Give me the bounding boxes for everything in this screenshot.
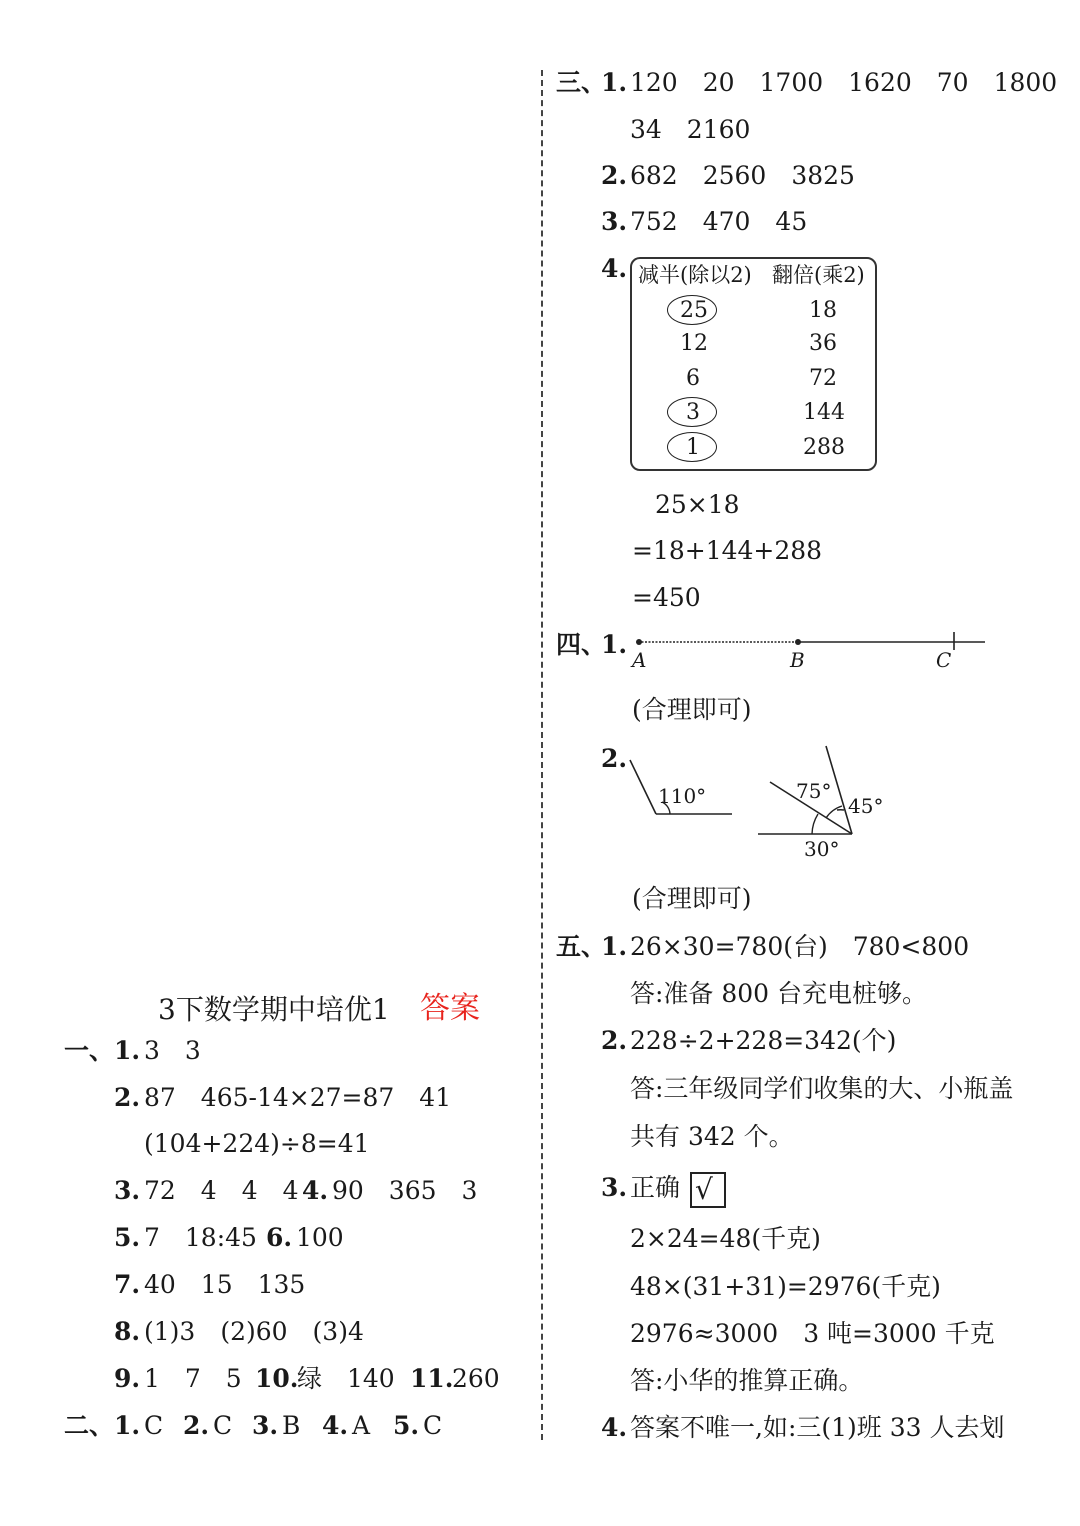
q5-2-num: 2. — [601, 1026, 628, 1055]
q1-7-text: 40 15 135 — [144, 1270, 306, 1299]
table-cell-halve: 6 — [686, 366, 700, 391]
q2-4-text: A — [352, 1411, 371, 1440]
q2-4-num: 4. — [322, 1411, 349, 1440]
q5-3-calc-2: 48×(31+31)=2976(千克) — [630, 1272, 941, 1301]
angle-label-110: 110° — [658, 784, 707, 808]
section-1-head: 一、 — [64, 1036, 115, 1065]
point-c-label: C — [936, 648, 952, 672]
point-b-label: B — [790, 648, 805, 672]
calc-line-2: =18+144+288 — [632, 536, 823, 565]
q1-6-text: 100 — [296, 1223, 344, 1252]
q1-5-text: 7 18:45 — [144, 1223, 257, 1252]
q1-4-num: 4. — [302, 1176, 329, 1205]
calc-line-1: 25×18 — [655, 490, 740, 519]
q1-2-text-cont: (104+224)÷8=41 — [144, 1129, 370, 1158]
angle-30-arc — [812, 814, 818, 834]
table-cell-double: 144 — [803, 400, 845, 425]
q1-6-num: 6. — [266, 1223, 293, 1252]
table-cell-halve: 1 — [686, 435, 700, 460]
q1-5-num: 5. — [114, 1223, 141, 1252]
point-a-label: A — [632, 648, 647, 672]
table-cell-halve: 25 — [680, 298, 708, 323]
angle-label-45: 45° — [848, 794, 884, 818]
page-title: 3下数学期中培优1 — [158, 993, 390, 1026]
q3-2-num: 2. — [601, 161, 628, 190]
q1-1-num: 1. — [114, 1036, 141, 1065]
table-cell-double: 288 — [803, 435, 845, 460]
angle-label-75: 75° — [796, 779, 832, 803]
q1-11-num: 11. — [410, 1364, 454, 1393]
q1-2-text: 87 465-14×27=87 41 — [144, 1083, 452, 1112]
q2-5-text: C — [423, 1411, 443, 1440]
answer-label: 答案 — [420, 991, 480, 1026]
q5-4-text: 答案不唯一,如:三(1)班 33 人去划 — [630, 1413, 1005, 1442]
q4-1-num: 1. — [601, 630, 628, 659]
q5-3-calc-1: 2×24=48(千克) — [630, 1224, 821, 1253]
q5-2-answer-cont: 共有 342 个。 — [630, 1122, 794, 1151]
q1-8-text: (1)3 (2)60 (3)4 — [144, 1317, 364, 1346]
point-a-dot — [636, 639, 642, 645]
section-2-head: 二、 — [64, 1411, 115, 1440]
q3-3-num: 3. — [601, 207, 628, 236]
q3-2-text: 682 2560 3825 — [630, 161, 855, 190]
q1-10-text: 绿 140 — [297, 1364, 395, 1393]
q5-3-num: 3. — [601, 1173, 628, 1202]
check-mark-icon: √ — [695, 1173, 713, 1206]
q5-1-answer: 答:准备 800 台充电桩够。 — [630, 979, 928, 1008]
q3-3-text: 752 470 45 — [630, 207, 808, 236]
q1-11-text: 260 — [452, 1364, 500, 1393]
angle-label-30: 30° — [804, 837, 840, 861]
q1-1-text: 3 3 — [144, 1036, 201, 1065]
q1-4-text: 90 365 3 — [332, 1176, 478, 1205]
q3-1-text: 120 20 1700 1620 70 1800 — [630, 68, 1058, 97]
q5-2-answer: 答:三年级同学们收集的大、小瓶盖 — [630, 1074, 1014, 1103]
table-header-halve: 减半(除以2) — [638, 263, 752, 287]
q5-2-text: 228÷2+228=342(个) — [630, 1026, 897, 1055]
q1-3-num: 3. — [114, 1176, 141, 1205]
table-cell-halve: 3 — [686, 400, 700, 425]
q5-4-num: 4. — [601, 1413, 628, 1442]
section-4-head: 四、 — [556, 630, 607, 659]
q5-1-text: 26×30=780(台) 780<800 — [630, 932, 970, 961]
note-reasonable-1: (合理即可) — [632, 695, 752, 724]
section-5-head: 五、 — [556, 932, 607, 961]
table-cell-double: 18 — [809, 298, 837, 323]
q3-1-num: 1. — [601, 68, 628, 97]
q5-3-calc-3: 2976≈3000 3 吨=3000 千克 — [630, 1319, 995, 1348]
q1-2-num: 2. — [114, 1083, 141, 1112]
q3-1-text-cont: 34 2160 — [630, 115, 751, 144]
q1-9-text: 1 7 5 — [144, 1364, 242, 1393]
q5-3-text: 正确 — [630, 1173, 681, 1202]
table-header-double: 翻倍(乘2) — [772, 263, 865, 287]
q2-1-text: C — [144, 1411, 164, 1440]
q2-5-num: 5. — [393, 1411, 420, 1440]
table-cell-double: 72 — [809, 366, 837, 391]
q5-1-num: 1. — [601, 932, 628, 961]
q1-10-num: 10. — [255, 1364, 299, 1393]
calc-line-3: =450 — [632, 583, 701, 612]
q5-3-answer: 答:小华的推算正确。 — [630, 1366, 864, 1395]
column-divider — [541, 70, 543, 1440]
q2-2-num: 2. — [183, 1411, 210, 1440]
q2-3-num: 3. — [252, 1411, 279, 1440]
angle-75-arc — [826, 806, 842, 818]
q3-4-num: 4. — [601, 254, 628, 283]
q1-9-num: 9. — [114, 1364, 141, 1393]
note-reasonable-2: (合理即可) — [632, 884, 752, 913]
section-3-head: 三、 — [556, 68, 607, 97]
q1-3-text: 72 4 4 4 — [144, 1176, 299, 1205]
q2-3-text: B — [282, 1411, 301, 1440]
q1-7-num: 7. — [114, 1270, 141, 1299]
angle-110-ray — [630, 760, 656, 814]
q4-2-num: 2. — [601, 744, 628, 773]
point-b-dot — [795, 639, 801, 645]
q2-2-text: C — [213, 1411, 233, 1440]
q1-8-num: 8. — [114, 1317, 141, 1346]
table-cell-halve: 12 — [680, 331, 708, 356]
q2-1-num: 1. — [114, 1411, 141, 1440]
table-cell-double: 36 — [809, 331, 837, 356]
